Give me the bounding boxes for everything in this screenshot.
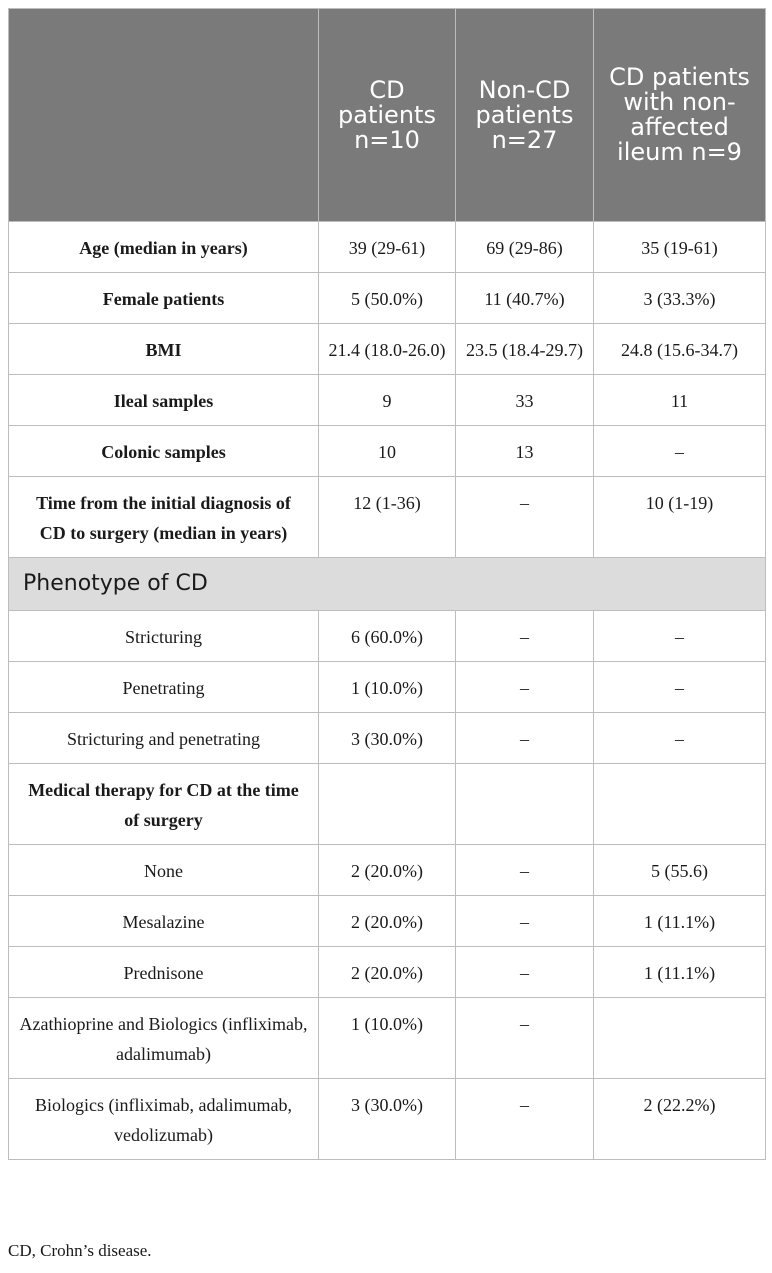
table-cell: 10 [319, 426, 456, 477]
table-row [9, 947, 766, 998]
table-cell: 3 (30.0%) [319, 713, 456, 764]
row-label: None [9, 845, 319, 896]
table-row [9, 1079, 766, 1160]
table-cell: 21.4 (18.0-26.0) [319, 324, 456, 375]
row-label: Time from the initial diagnosis of CD to surgery (median in years) [9, 477, 319, 558]
table-cell: – [456, 947, 594, 998]
table-row [9, 273, 766, 324]
header-non-cd-patients: Non-CD patients n=27 [456, 9, 594, 222]
table-cell: 2 (20.0%) [319, 896, 456, 947]
row-label: BMI [9, 324, 319, 375]
table-cell: 2 (20.0%) [319, 845, 456, 896]
table-header-row [9, 9, 766, 222]
table-cell: – [456, 845, 594, 896]
row-label: Azathioprine and Biologics (infliximab, adalimumab) [9, 998, 319, 1079]
section-row [9, 558, 766, 611]
patient-characteristics-table [8, 8, 766, 1160]
table-cell: 11 (40.7%) [456, 273, 594, 324]
table-cell: 5 (55.6) [594, 845, 766, 896]
table-cell: 33 [456, 375, 594, 426]
table-cell: 3 (30.0%) [319, 1079, 456, 1160]
table-container [8, 8, 765, 1160]
table-row [9, 764, 766, 845]
table-cell: 24.8 (15.6-34.7) [594, 324, 766, 375]
table-cell: – [594, 611, 766, 662]
table-cell: 13 [456, 426, 594, 477]
table-cell: 5 (50.0%) [319, 273, 456, 324]
table-cell: – [594, 662, 766, 713]
table-cell: 1 (11.1%) [594, 896, 766, 947]
row-label: Age (median in years) [9, 222, 319, 273]
table-cell: – [456, 477, 594, 558]
table-cell: 2 (22.2%) [594, 1079, 766, 1160]
table-row [9, 324, 766, 375]
row-label: Mesalazine [9, 896, 319, 947]
row-label: Colonic samples [9, 426, 319, 477]
table-row [9, 998, 766, 1079]
table-cell: 12 (1-36) [319, 477, 456, 558]
table-cell: 1 (11.1%) [594, 947, 766, 998]
table-cell: 11 [594, 375, 766, 426]
row-label: Female patients [9, 273, 319, 324]
row-label: Prednisone [9, 947, 319, 998]
table-cell [594, 764, 766, 845]
table-cell: 3 (33.3%) [594, 273, 766, 324]
table-row [9, 611, 766, 662]
row-label: Penetrating [9, 662, 319, 713]
table-cell: 10 (1-19) [594, 477, 766, 558]
table-cell: 35 (19-61) [594, 222, 766, 273]
header-empty [9, 9, 319, 222]
table-cell: 39 (29-61) [319, 222, 456, 273]
table-row [9, 713, 766, 764]
header-cd-patients: CD patients n=10 [319, 9, 456, 222]
section-label: Phenotype of CD [9, 558, 766, 611]
table-cell: – [456, 713, 594, 764]
table-body [9, 222, 766, 1160]
table-row [9, 845, 766, 896]
table-cell [456, 764, 594, 845]
table-cell: 23.5 (18.4-29.7) [456, 324, 594, 375]
table-row [9, 222, 766, 273]
table-cell: – [456, 998, 594, 1079]
row-label: Stricturing [9, 611, 319, 662]
row-label: Ileal samples [9, 375, 319, 426]
table-row [9, 375, 766, 426]
table-cell: – [456, 896, 594, 947]
row-label: Medical therapy for CD at the time of surgery [9, 764, 319, 845]
table-cell: – [456, 662, 594, 713]
table-cell: 1 (10.0%) [319, 998, 456, 1079]
table-cell [319, 764, 456, 845]
row-label: Biologics (infliximab, adalimumab, vedolizumab) [9, 1079, 319, 1160]
table-cell: 2 (20.0%) [319, 947, 456, 998]
table-cell: – [594, 426, 766, 477]
footnote: CD, Crohn’s disease. [8, 1241, 152, 1260]
table-row [9, 477, 766, 558]
table-cell [594, 998, 766, 1079]
header-cd-non-affected-ileum: CD patients with non-affected ileum n=9 [594, 9, 766, 222]
row-label: Stricturing and penetrating [9, 713, 319, 764]
table-row [9, 896, 766, 947]
table-cell: – [456, 1079, 594, 1160]
table-row [9, 426, 766, 477]
table-cell: – [456, 611, 594, 662]
table-cell: 9 [319, 375, 456, 426]
table-cell: – [594, 713, 766, 764]
table-cell: 1 (10.0%) [319, 662, 456, 713]
table-cell: 69 (29-86) [456, 222, 594, 273]
table-row [9, 662, 766, 713]
table-cell: 6 (60.0%) [319, 611, 456, 662]
